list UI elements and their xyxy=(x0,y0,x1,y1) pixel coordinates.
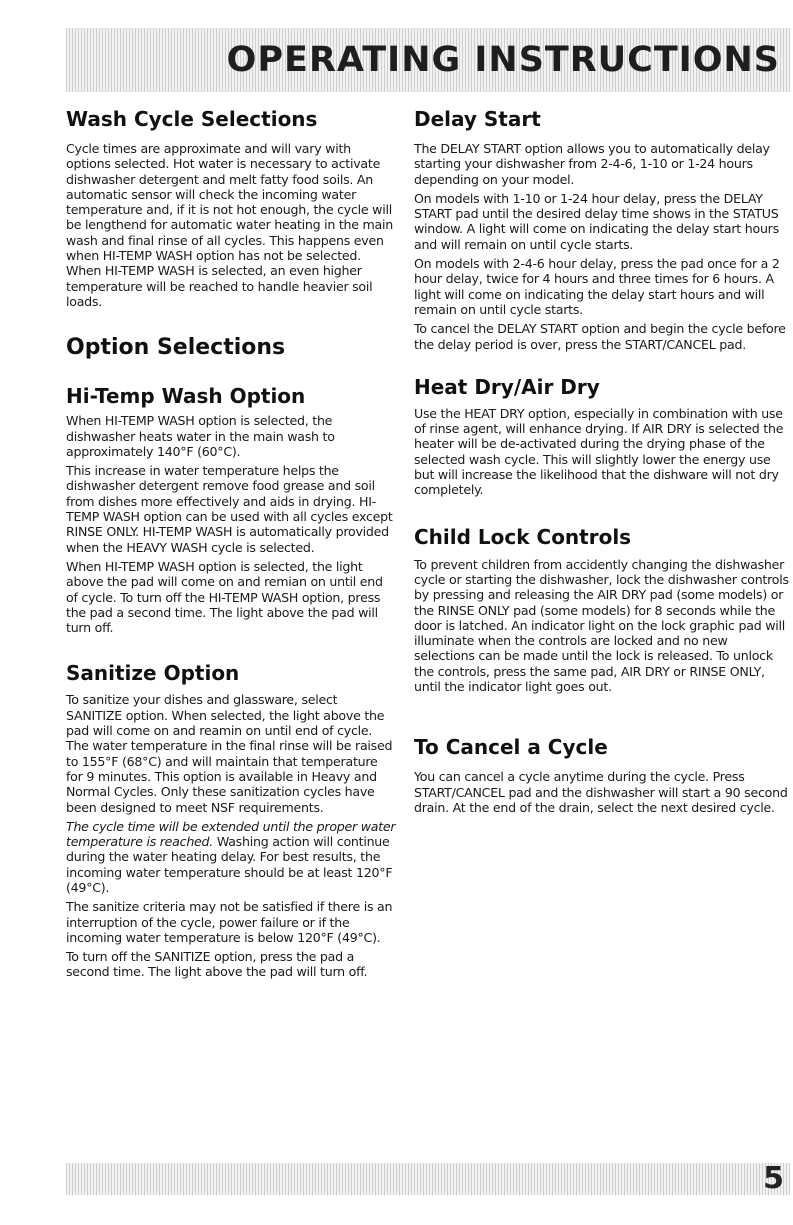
wash-cycle-heading: Wash Cycle Selections xyxy=(66,107,318,131)
sanitize-text-2-rest: Washing action will continue during the water heating delay. For best results, the incoming water temperature should be at least 120°F (49°C). xyxy=(66,834,393,895)
cancel-cycle-text: You can cancel a cycle anytime during the cycle. Press START/CANCEL pad and the dishwasher will start a 90 second drain. At the end of the drain, select the next desired cycle. xyxy=(414,769,788,815)
heat-dry-heading: Heat Dry/Air Dry xyxy=(414,374,600,399)
wash-cycle-section xyxy=(66,106,396,309)
cancel-cycle-section xyxy=(414,734,790,815)
footer-band xyxy=(66,1163,790,1195)
cancel-cycle-heading: To Cancel a Cycle xyxy=(414,735,608,760)
sanitize-italic-note: The cycle time will be extended until the proper water temperature is reached. xyxy=(66,818,396,850)
delay-start-section xyxy=(414,106,790,352)
sanitize-text-4: To turn off the SANITIZE option, press the pad a second time. The light above the pad will turn off. xyxy=(66,949,368,980)
delay-start-text-1: The DELAY START option allows you to automatically delay starting your dishwasher from 2-4-6, 1-10 or 1-24 hours depending on your model. xyxy=(414,141,770,187)
sanitize-heading: Sanitize Option xyxy=(66,661,240,686)
hi-temp-section xyxy=(66,383,396,635)
sanitize-text-3: The sanitize criteria may not be satisfied if there is an interruption of the cycle, power failure or if the incoming water temperature is below 120°F (49°C). xyxy=(66,899,393,945)
left-column xyxy=(66,106,396,980)
delay-start-text-4: To cancel the DELAY START option and begin the cycle before the delay period is over, press the START/CANCEL pad. xyxy=(414,321,786,352)
child-lock-section xyxy=(414,524,790,695)
delay-start-text-2: On models with 1-10 or 1-24 hour delay, press the DELAY START pad until the desired delay time shows in the STATUS window. A light will come on indicating the delay start hours and will remain on until cycle starts. xyxy=(414,190,779,252)
heat-dry-text: Use the HEAT DRY option, especially in combination with use of rinse agent, will enhance drying. If AIR DRY is selected the heater will be de-activated during the drying phase of the selected wash cycle. This will slightly lower the energy use but will increase the likelihood that the dishware will not dry completely. xyxy=(414,405,784,498)
right-column xyxy=(414,106,790,815)
delay-start-heading: Delay Start xyxy=(414,107,541,131)
sanitize-section xyxy=(66,660,396,979)
sanitize-text-2 xyxy=(66,819,396,895)
sanitize-text-1: To sanitize your dishes and glassware, select SANITIZE option. When selected, the light above the pad will come on and reamin on until end of cycle. The water temperature in the final rinse will be raised to 155°F (68°C) and will maintain that temperature for 9 minutes. This option is available in Heavy and Normal Cycles. Only these sanitization cycles have been designed to meet NSF requirements. xyxy=(66,692,393,815)
page-number: 5 xyxy=(763,1161,784,1196)
option-selections-heading: Option Selections xyxy=(66,335,286,361)
page-title: OPERATING INSTRUCTIONS xyxy=(226,40,780,80)
child-lock-heading: Child Lock Controls xyxy=(414,524,632,549)
header-band xyxy=(66,28,790,92)
child-lock-text: To prevent children from accidently changing the dishwasher cycle or starting the dishwasher, lock the dishwasher controls by pressing and releasing the AIR DRY pad (some models) or the RINSE ONLY pad (some models) for 8 seconds while the door is latched. An indicator light on the lock graphic pad will illuminate when the controls are locked and no new selections can be made until the lock is released. To unlock the controls, press the same pad, AIR DRY or RINSE ONLY, until the indicator light goes out. xyxy=(414,556,789,695)
delay-start-text-3: On models with 2-4-6 hour delay, press the pad once for a 2 hour delay, twice for 4 hours and three times for 6 hours. A light will come on indicating the delay start hours and will remain on until cycle starts. xyxy=(414,256,780,317)
hi-temp-text-2: This increase in water temperature helps the dishwasher detergent remove food grease and soil from dishes more effectively and aids in drying. HI-TEMP WASH option can be used with all cycles except RINSE ONLY. HI-TEMP WASH is automatically provided when the HEAVY WASH cycle is selected. xyxy=(66,463,393,555)
wash-cycle-text: Cycle times are approximate and will vary with options selected. Hot water is necessary to activate dishwasher detergent and melt fatty food soils. An automatic sensor will check the incoming water temperature and, if it is not hot enough, the cycle will be lengthend for automatic water heating in the main wash and final rinse of all cycles. This happens even when HI-TEMP WASH option has not be selected. When HI-TEMP WASH is selected, an even higher temperature will be reached to handle heavier soil loads. xyxy=(66,141,393,309)
hi-temp-heading: Hi-Temp Wash Option xyxy=(66,384,306,409)
hi-temp-text-3: When HI-TEMP WASH option is selected, the light above the pad will come on and remian on until end of cycle. To turn off the HI-TEMP WASH option, press the pad a second time. The light above the pad will turn off. xyxy=(66,558,383,636)
heat-dry-section xyxy=(414,374,790,498)
hi-temp-text-1: When HI-TEMP WASH option is selected, the dishwasher heats water in the main wash to approximately 140°F (60°C). xyxy=(66,413,335,459)
